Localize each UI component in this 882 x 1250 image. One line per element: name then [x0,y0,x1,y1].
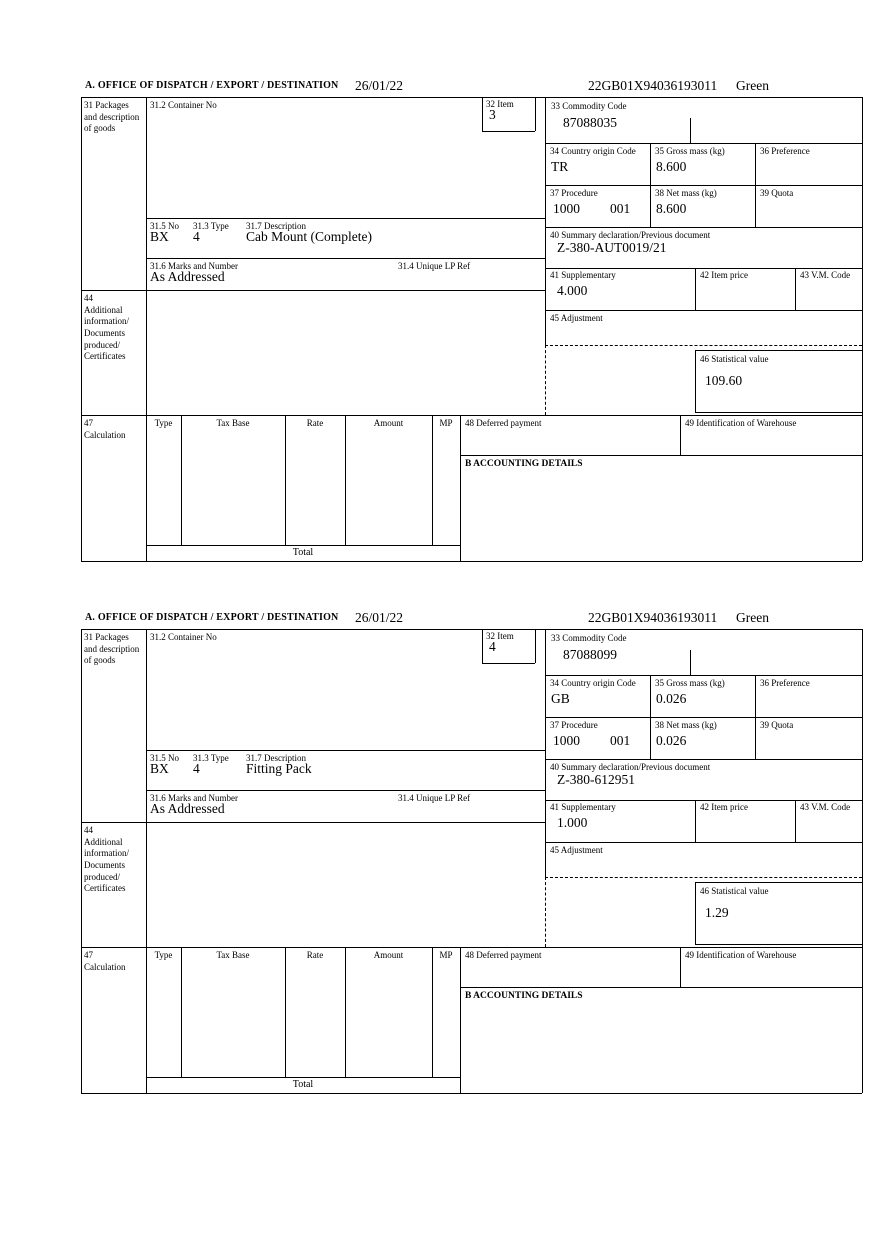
rate-column-header: Rate [306,950,324,960]
declaration-date: 26/01/22 [355,610,404,625]
box42-item-price-label: 42 Item price [700,802,748,812]
box31-2-container-no-label: 31.2 Container No [150,100,217,110]
tax-type-column-header: Type [154,950,173,960]
box47-calculation-label: 47 Calculation [84,950,126,972]
form-line [545,97,546,345]
form-line [795,800,796,842]
accounting-details-label: B ACCOUNTING DETAILS [465,459,583,469]
form-line [146,750,545,751]
tax-base-column-header: Tax Base [216,418,250,428]
box34-country-origin-label: 34 Country origin Code [550,678,636,688]
form-line [81,415,862,416]
office-of-dispatch-label: A. OFFICE OF DISPATCH / EXPORT / DESTINATION [85,80,339,91]
form-line [545,675,862,676]
form-line [482,629,483,663]
form-line [545,800,862,801]
box46-statistical-value-label: 46 Statistical value [700,886,769,896]
amount-column-header: Amount [373,418,404,428]
box31-7-description-label: 31.7 Description [246,753,306,763]
form-line [460,987,862,988]
form-line [650,675,651,759]
box46-statistical-value-label: 46 Statistical value [700,354,769,364]
box31-3-type-label: 31.3 Type [193,221,229,231]
box36-preference-label: 36 Preference [760,146,810,156]
box40-previous-document-label: 40 Summary declaration/Previous document [550,762,711,772]
form-line [545,629,546,877]
form-line [432,947,433,1077]
form-line [81,1093,862,1094]
mp-column-header: MP [439,418,453,428]
box33-commodity-code-label: 33 Commodity Code [551,101,627,111]
form-line [535,97,536,131]
form-dashed-line [545,877,546,947]
form-line [146,97,147,561]
box31-5-no-label: 31.5 No [150,753,179,763]
box31-6-marks-label: 31.6 Marks and Number [150,793,238,803]
form-line [695,268,696,310]
form-line [81,97,82,561]
form-line [146,629,147,1093]
form-line [285,415,286,545]
box31-5-no-label: 31.5 No [150,221,179,231]
tax-type-column-header: Type [154,418,173,428]
box47-calculation-label: 47 Calculation [84,418,126,440]
commodity-code-value: 87088099 [563,647,617,662]
box31-4-unique-lp-ref-label: 31.4 Unique LP Ref [398,793,471,803]
box41-supplementary-label: 41 Supplementary [550,802,616,812]
packages-count-value: 4 [193,761,200,776]
form-line [81,561,862,562]
form-line [545,268,862,269]
form-line [285,947,286,1077]
form-line [81,290,545,291]
country-origin-value: GB [551,691,570,706]
routing-indicator: Green [736,78,769,93]
box32-item-label: 32 Item [486,631,514,641]
goods-description-value: Fitting Pack [246,761,312,776]
form-line [146,258,545,259]
goods-description-value: Cab Mount (Complete) [246,229,372,244]
packages-count-value: 4 [193,229,200,244]
accounting-details-label: B ACCOUNTING DETAILS [465,991,583,1001]
declaration-date: 26/01/22 [355,78,404,93]
box44-additional-info-label: 44 Additional information/ Documents produced/ Certificates [84,293,129,362]
net-mass-value: 8.600 [656,201,687,216]
box43-vm-code-label: 43 V.M. Code [800,802,851,812]
net-mass-value: 0.026 [656,733,687,748]
form-line [146,1077,460,1078]
form-line [695,350,696,412]
box45-adjustment-label: 45 Adjustment [550,313,603,323]
declaration-item-section-2 [0,610,882,1142]
form-line [81,629,82,1093]
form-line [146,545,460,546]
box31-packages-label: 31 Packages and description of goods [84,100,140,134]
item-number-value: 3 [489,107,496,122]
box44-additional-info-label: 44 Additional information/ Documents produced/ Certificates [84,825,129,894]
commodity-code-tick [690,118,691,143]
form-line [545,310,862,311]
previous-document-value: Z-380-612951 [557,772,635,787]
form-line [755,143,756,227]
form-line [460,455,862,456]
box45-adjustment-label: 45 Adjustment [550,845,603,855]
box32-item-label: 32 Item [486,99,514,109]
form-line [81,97,862,98]
form-dashed-line [545,345,862,346]
form-line [482,663,535,664]
form-line [650,143,651,227]
marks-and-numbers-value: As Addressed [150,269,225,284]
mrn-reference: 22GB01X94036193011 [588,610,718,625]
item-number-value: 4 [489,639,496,654]
box48-deferred-payment-label: 48 Deferred payment [465,418,542,428]
statistical-value-value: 1.29 [705,905,729,920]
form-line [432,415,433,545]
declaration-item-section-1 [0,78,882,610]
form-line [755,675,756,759]
form-line [345,947,346,1077]
form-line [545,185,862,186]
form-line [482,97,483,131]
box35-gross-mass-label: 35 Gross mass (kg) [655,146,725,156]
procedure-extra-value: 001 [610,201,631,216]
box42-item-price-label: 42 Item price [700,270,748,280]
form-line [695,944,862,945]
packages-kind-value: BX [150,761,169,776]
procedure-extra-value: 001 [610,733,631,748]
form-line [545,842,862,843]
form-dashed-line [545,345,546,415]
mp-column-header: MP [439,950,453,960]
form-line [460,947,461,1093]
form-line [181,947,182,1077]
form-line [81,947,862,948]
form-line [795,268,796,310]
gross-mass-value: 8.600 [656,159,687,174]
form-line [862,97,863,561]
routing-indicator: Green [736,610,769,625]
form-line [695,882,696,944]
form-line [81,629,862,630]
box41-supplementary-label: 41 Supplementary [550,270,616,280]
box48-deferred-payment-label: 48 Deferred payment [465,950,542,960]
box31-packages-label: 31 Packages and description of goods [84,632,140,666]
box31-2-container-no-label: 31.2 Container No [150,632,217,642]
box31-4-unique-lp-ref-label: 31.4 Unique LP Ref [398,261,471,271]
total-label: Total [292,547,314,558]
form-dashed-line [545,877,862,878]
commodity-code-tick [690,650,691,675]
form-line [680,947,681,987]
box49-warehouse-label: 49 Identification of Warehouse [685,418,797,428]
box35-gross-mass-label: 35 Gross mass (kg) [655,678,725,688]
form-line [545,759,862,760]
form-line [695,412,862,413]
box31-6-marks-label: 31.6 Marks and Number [150,261,238,271]
box37-procedure-label: 37 Procedure [550,188,598,198]
marks-and-numbers-value: As Addressed [150,801,225,816]
box40-previous-document-label: 40 Summary declaration/Previous document [550,230,711,240]
previous-document-value: Z-380-AUT0019/21 [557,240,667,255]
form-line [680,415,681,455]
box31-7-description-label: 31.7 Description [246,221,306,231]
form-line [535,629,536,663]
box37-procedure-label: 37 Procedure [550,720,598,730]
box36-preference-label: 36 Preference [760,678,810,688]
statistical-value-value: 109.60 [705,373,743,388]
rate-column-header: Rate [306,418,324,428]
box33-commodity-code-label: 33 Commodity Code [551,633,627,643]
total-label: Total [292,1079,314,1090]
box39-quota-label: 39 Quota [760,188,794,198]
gross-mass-value: 0.026 [656,691,687,706]
commodity-code-value: 87088035 [563,115,617,130]
box38-net-mass-label: 38 Net mass (kg) [655,720,717,730]
office-of-dispatch-label: A. OFFICE OF DISPATCH / EXPORT / DESTINATION [85,612,339,623]
box31-3-type-label: 31.3 Type [193,753,229,763]
form-line [695,350,862,351]
form-line [862,629,863,1093]
form-line [482,131,535,132]
procedure-code-value: 1000 [553,733,580,748]
country-origin-value: TR [551,159,569,174]
form-line [695,882,862,883]
form-line [695,800,696,842]
tax-base-column-header: Tax Base [216,950,250,960]
form-line [81,822,545,823]
form-line [545,143,862,144]
box39-quota-label: 39 Quota [760,720,794,730]
box38-net-mass-label: 38 Net mass (kg) [655,188,717,198]
form-line [460,415,461,561]
form-line [345,415,346,545]
form-line [181,415,182,545]
form-line [545,717,862,718]
box49-warehouse-label: 49 Identification of Warehouse [685,950,797,960]
packages-kind-value: BX [150,229,169,244]
amount-column-header: Amount [373,950,404,960]
mrn-reference: 22GB01X94036193011 [588,78,718,93]
form-line [146,790,545,791]
form-line [146,218,545,219]
supplementary-units-value: 4.000 [557,283,588,298]
procedure-code-value: 1000 [553,201,580,216]
supplementary-units-value: 1.000 [557,815,588,830]
form-line [545,227,862,228]
box43-vm-code-label: 43 V.M. Code [800,270,851,280]
box34-country-origin-label: 34 Country origin Code [550,146,636,156]
